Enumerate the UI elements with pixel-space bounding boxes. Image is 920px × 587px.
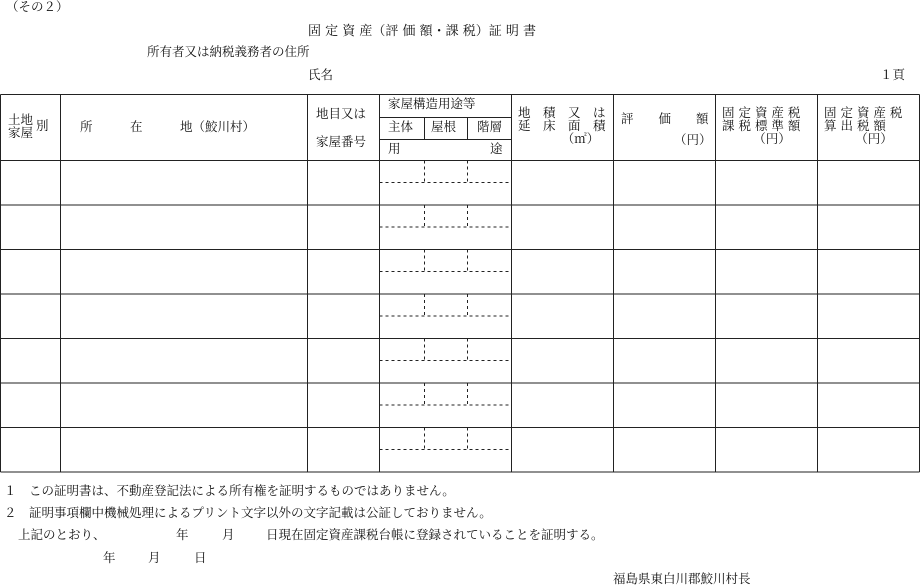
header-house-number: 家屋番号 xyxy=(316,134,367,149)
certification-suffix: 日現在固定資産課税台帳に登録されていることを証明する。 xyxy=(266,527,604,542)
certification-prefix: 上記のとおり、 xyxy=(18,527,106,542)
header-floors: 階層 xyxy=(477,119,503,134)
header-valuation: 評 価 額 xyxy=(621,111,709,126)
header-tax-amount: 固 定 資 産 税 算 出 税 額 （円） xyxy=(824,105,903,146)
header-house-structure: 家屋構造用途等 xyxy=(388,96,476,111)
page-number: １頁 xyxy=(880,67,906,82)
header-type-suffix: 別 xyxy=(36,118,49,133)
issue-month: 月 xyxy=(148,550,161,565)
certification-year: 年 xyxy=(176,527,189,542)
header-roof: 屋根 xyxy=(431,119,457,134)
header-area: 地 積 又 は 延 床 面 積 （㎡） xyxy=(518,105,606,146)
header-location: 所 在 地（鮫川村） xyxy=(80,119,256,134)
form-number: （その２） xyxy=(6,0,69,14)
owner-address-label: 所有者又は納税義務者の住所 xyxy=(147,44,310,59)
note-1: １ この証明書は、不動産登記法による所有権を証明するものではありません。 xyxy=(4,483,455,498)
note-2: ２ 証明事項欄中機械処理によるプリント文字以外の文字記載は公証しておりません。 xyxy=(4,505,492,520)
header-valuation-unit: （円） xyxy=(674,132,712,147)
issuer-name: 福島県東白川郡鮫川村長 xyxy=(613,571,751,586)
header-land-category: 地目又は xyxy=(316,106,367,121)
header-usage-left: 用 xyxy=(388,141,401,156)
issue-year: 年 xyxy=(103,550,116,565)
certification-month: 月 xyxy=(222,527,235,542)
header-main-structure: 主体 xyxy=(388,119,414,134)
issue-day: 日 xyxy=(194,550,207,565)
name-label: 氏名 xyxy=(308,67,334,82)
header-tax-base: 固 定 資 産 税 課 税 標 準 額 （円） xyxy=(722,105,801,146)
header-usage-right: 途 xyxy=(490,141,503,156)
header-land-house-type: 土地 家屋 xyxy=(8,112,34,140)
document-title: 固 定 資 産（評 価 額・課 税）証 明 書 xyxy=(308,24,537,39)
